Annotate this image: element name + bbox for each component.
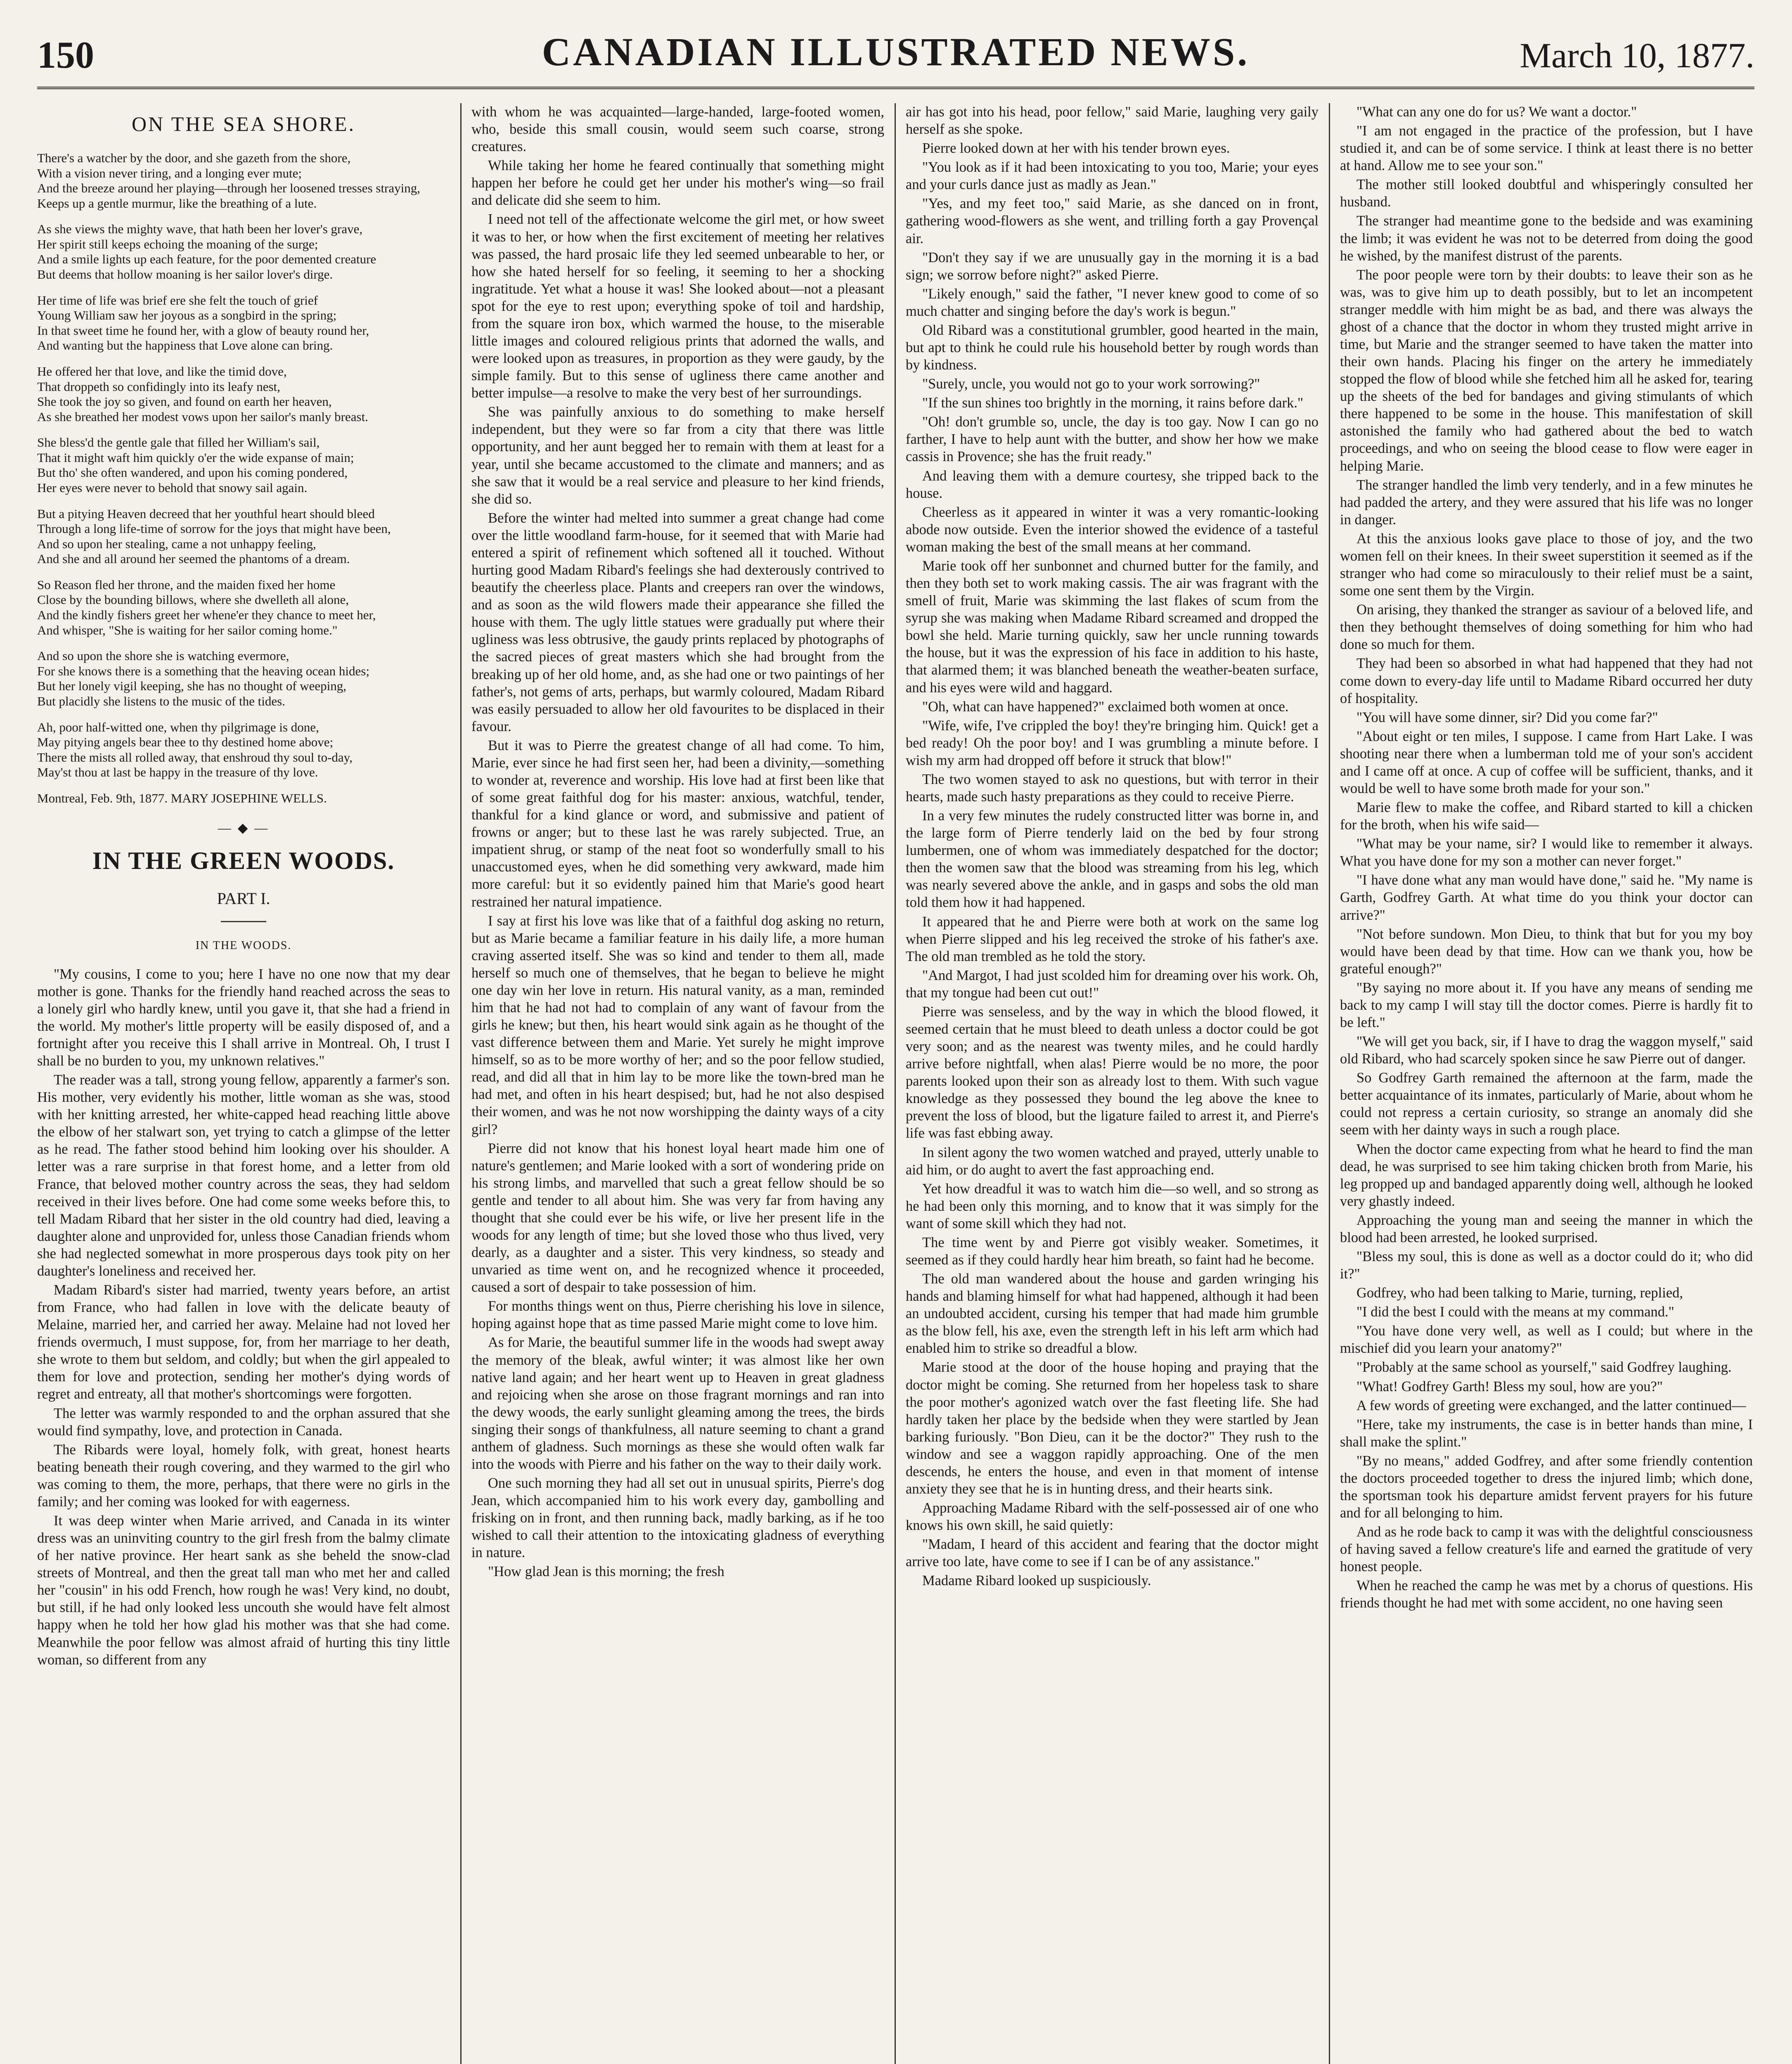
page-header (37, 25, 1754, 89)
columns (37, 103, 1754, 2064)
poem-line: That droppeth so confidingly into its leafy nest, (37, 379, 280, 394)
paragraph: The reader was a tall, strong young fellow, apparently a farmer's son. His mother, very evidently his mother, little woman as she was, stood with her knitting arrested, her white-capped head reaching little above the elbow of her stalwart son, yet trying to catch a glimpse of the letter as he read. The father stood behind him looking over his shoulder. A letter was a rare surprise in that forest home, and a letter from old France, that beloved mother country across the seas, they had seldom received in their lives before. One had come some weeks before this, to tell Madam Ribard that her sister in the old country had died, leaving a daughter alone and unprovided for, unless those Canadian friends whom she had neglected somewhat in more prosperous days took pity on her daughter's loneliness and received her. (37, 1072, 450, 1279)
paragraph: In silent agony the two women watched and prayed, utterly unable to aid him, or do aught to avert the fast approaching end. (906, 1144, 1319, 1178)
poem-line: Young William saw her joyous as a songbird in the spring; (37, 308, 337, 323)
poem-line: She bless'd the gentle gale that filled her William's sail, (37, 435, 320, 450)
paragraph: When he reached the camp he was met by a chorus of questions. His friends thought he had met with some accident, no one having seen (1340, 1578, 1753, 1611)
paragraph: When the doctor came expecting from what he heard to find the man dead, he was surprised to see him taking chicken broth from Marie, his leg propped up and bandaged apparently doing well, although he looked very ghastly indeed. (1340, 1141, 1753, 1209)
poem-stanza (37, 293, 450, 353)
poem-line: She took the joy so given, and found on earth her heaven, (37, 394, 332, 409)
paragraph: "You look as if it had been intoxicating to you too, Marie; your eyes and your curls dance just as madly as Jean." (906, 159, 1319, 193)
poem-line: And whisper, "She is waiting for her sailor coming home." (37, 623, 338, 637)
poem-line: But her lonely vigil keeping, she has no thought of weeping, (37, 679, 347, 694)
paragraph: And as he rode back to camp it was with the delightful consciousness of having saved a fellow creature's life and earned the gratitude of very honest people. (1340, 1524, 1753, 1575)
paragraph: While taking her home he feared continually that something might happen her before he could get her under his mother's wing—so frail and delicate did she seem to him. (471, 158, 884, 208)
story-section: IN THE WOODS. (195, 939, 292, 952)
poem-line: And so upon her stealing, came a not unhappy feeling, (37, 536, 316, 551)
newspaper-page (37, 25, 1754, 2064)
column-rule (1329, 103, 1330, 2064)
paragraph: The Ribards were loyal, homely folk, with great, honest hearts beating beneath their rough covering, and they warmed to the girl who was coming to them, the more, perhaps, that there were no girls in the family; and her coming was looked for with eagerness. (37, 1441, 450, 1510)
column-4 (1340, 103, 1753, 2064)
paragraph: It appeared that he and Pierre were both at work on the same log when Pierre slipped and his leg received the stroke of his father's axe. The old man trembled as he told the story. (906, 914, 1319, 964)
poem-stanza (37, 364, 450, 424)
masthead-title: CANADIAN ILLUSTRATED NEWS. (542, 30, 1250, 74)
paragraph: The stranger handled the limb very tenderly, and in a few minutes he had padded the artery, and they were assured that his life was no longer in danger. (1340, 477, 1753, 528)
poem-line: Her time of life was brief ere she felt the touch of grief (37, 293, 318, 308)
paragraph: Before the winter had melted into summer a great change had come over the little woodland farm-house, for it seemed that with Marie had entered a spirit of refinement which softened all it touched. Without hurting good Madam Ribard's feelings she had dexterously contrived to beautify the cheerless place. Plants and creepers ran over the windows, and as soon as the wild flowers made their appearance she filled the house with them. The ugly little statues were gradually put where their ugliness was less obtrusive, the gaudy prints replaced by photographs of the sacred pieces of great masters which she had brought from the breaking up of her old home, and, as she had one or two paintings of her father's, not gems of arts, perhaps, but warmly coloured, Madam Ribard was easily persuaded to allow her old favourites to be displaced in their favour. (471, 510, 884, 734)
poem-line: As she views the mighty wave, that hath been her lover's grave, (37, 222, 363, 237)
column-rule (895, 103, 896, 2064)
poem-line: So Reason fled her throne, and the maiden fixed her home (37, 577, 336, 592)
paragraph: The stranger had meantime gone to the bedside and was examining the limb; it was evident he was not to be deterred from doing the good he wished, by the manifest distrust of the parents. (1340, 213, 1753, 264)
paragraph: As for Marie, the beautiful summer life in the woods had swept away the memory of the bleak, awful winter; it was almost like her own native land again; and her heart went up to Heaven in great gladness and rejoicing when she arose on those fragrant mornings and ran into the dewy woods, the early sunlight gleaming among the trees, the birds singing their songs of thankfulness, all nature seeming to chant a grand anthem of gladness. Such mornings as these she would often walk far into the woods with Pierre and his father on the way to their daily work. (471, 1335, 884, 1472)
paragraph: "Don't they say if we are unusually gay in the morning it is a bad sign; we sorrow before night?" asked Pierre. (906, 249, 1319, 283)
poem-line: Her eyes were never to behold that snowy sail again. (37, 480, 308, 495)
paragraph: "What can any one do for us? We want a doctor." (1356, 104, 1637, 120)
paragraph: "By saying no more about it. If you have any means of sending me back to my camp I will stay till the doctor comes. Pierre is hardly fit to be left." (1340, 980, 1753, 1030)
paragraph: with whom he was acquainted—large-handed, large-footed women, who, beside this small cousin, would seem such coarse, strong creatures. (471, 104, 884, 155)
poem-line: Her spirit still keeps echoing the moaning of the surge; (37, 237, 318, 251)
poem-line: For she knows there is a something that the heaving ocean hides; (37, 663, 369, 678)
poem-line: With a vision never tiring, and a longing ever mute; (37, 166, 302, 180)
poem-line: In that sweet time he found her, with a glow of beauty round her, (37, 323, 369, 338)
poem-line: Through a long life-time of sorrow for the joys that might have been, (37, 521, 391, 536)
poem-line: That it might waft him quickly o'er the wide expanse of main; (37, 450, 354, 465)
paragraph: "What! Godfrey Garth! Bless my soul, how are you?" (1356, 1378, 1663, 1394)
paragraph: "If the sun shines too brightly in the morning, it rains before dark." (922, 395, 1304, 411)
paragraph: For months things went on thus, Pierre cherishing his love in silence, hoping against hope that as time passed Marie might come to love him. (471, 1298, 884, 1332)
poem-line: As she breathed her modest vows upon her sailor's manly breast. (37, 409, 368, 424)
poem-title: ON THE SEA SHORE. (131, 112, 356, 135)
paragraph: At this the anxious looks gave place to those of joy, and the two women fell on their knees. In their sweet superstition it seemed as if the stranger who had come so miraculously to their relief must be a saint, some one sent them by the Virgin. (1340, 530, 1753, 599)
poem-line: But deems that hollow moaning is her sailor lover's dirge. (37, 267, 333, 282)
paragraph: I say at first his love was like that of a faithful dog asking no return, but as Marie became a familiar feature in his daily life, a more human craving asserted itself. She was so kind and tender to them all, made herself so much one of themselves, that he began to believe he might one day win her love in return. His natural vanity, as a man, reminded him that he had not had to complain of any want of favour from the girls he knew; but then, his heart would sink again as he thought of the vast difference between them and Marie. Yet surely he might improve himself, so as to be more worthy of her; and so the poor fellow studied, read, and did all that in him lay to be more like the town-bred man he had met, and often in his heart despised; but, had he not also despised their women, and was he not now worshipping the dainty ways of a city girl? (471, 913, 884, 1137)
poem-line: And the kindly fishers greet her whene'er they chance to meet her, (37, 608, 376, 623)
paragraph: On arising, they thanked the stranger as saviour of a beloved life, and then they bethought themselves of doing something for him who had done so much for them. (1340, 602, 1753, 653)
paragraph: "Not before sundown. Mon Dieu, to think that but for you my boy would have been dead by that time. How can we thank you, how be grateful enough?" (1340, 926, 1753, 977)
paragraph: "What may be your name, sir? I would like to remember it always. What you have done for my son a mother can never forget." (1340, 836, 1753, 869)
paragraph: It was deep winter when Marie arrived, and Canada in its winter dress was an uninviting country to the girl fresh from the balmy climate of her native province. Her heart sank as she beheld the snow-clad streets of Montreal, and then the great tall man who met her and called her "cousin" in his odd French, how rough he was! Very kind, no doubt, but still, if he had only looked less uncouth she would have felt almost happy when he told her how glad his mother was that she had come. Meanwhile the poor fellow was almost afraid of hurting this tiny little woman, so different from any (37, 1512, 450, 1668)
paragraph: "Wife, wife, I've crippled the boy! they're bringing him. Quick! get a bed ready! Oh the poor boy! and I was grumbling a minute before. I wish my arm had dropped off before it struck that blow!" (906, 717, 1319, 768)
story-title: IN THE GREEN WOODS. (92, 847, 395, 875)
poem-signature: Montreal, Feb. 9th, 1877. MARY JOSEPHINE WELLS. (37, 791, 327, 805)
issue-date: March 10, 1877. (1520, 36, 1754, 75)
poem-line: May pitying angels bear thee to thy destined home above; (37, 735, 334, 750)
paragraph: Madam Ribard's sister had married, twenty years before, an artist from France, who had fallen in love with the delicate beauty of Melaine, married her, and carried her away. Melaine had not loved her friends overmuch, I must suppose, for, from her marriage to her death, she wrote to them but seldom, and coldly; but when the girl appealed to them for love and protection, sending her mother's dying words of regret and entreaty, all that mother's shortcomings were forgotten. (37, 1282, 450, 1402)
paragraph: "About eight or ten miles, I suppose. I came from Hart Lake. I was shooting near there when a lumberman told me of your son's accident and I came off at once. A cup of coffee will be sufficient, thanks, and it would be well to have some broth made for your son." (1340, 728, 1753, 796)
poem-line: He offered her that love, and like the timid dove, (37, 364, 287, 379)
column-3 (906, 103, 1319, 2064)
poem-line: But a pitying Heaven decreed that her youthful heart should bleed (37, 506, 375, 521)
poem-stanza (37, 649, 450, 709)
paragraph: "I am not engaged in the practice of the profession, but I have studied it, and can be of some service. I think at least there is no better at hand. Allow me to see your son." (1340, 123, 1753, 174)
paragraph: A few words of greeting were exchanged, and the latter continued— (1356, 1397, 1746, 1413)
paragraph: But it was to Pierre the greatest change of all had come. To him, Marie, ever since he had first seen her, had been a divinity,—something to wonder at, reverence and worship. His love had at first been like that of some great faithful dog for his master: anxious, watchful, tender, thankful for a kind glance or word, and submissive and patient of frowns or anger; but to these last he was rarely subjected. True, an impatient shrug, or stamp of the neat foot so wonderfully small to his unaccustomed eyes, when he did something very awkward, made him more careful: but it so evidently pained him that Marie's good heart restrained her natural impatience. (471, 737, 884, 910)
poem-line: But tho' she often wandered, and upon his coming pondered, (37, 465, 348, 480)
poem-stanza (37, 507, 450, 567)
poem-line: May'st thou at last be happy in the treasure of thy love. (37, 765, 318, 780)
poem-line: There the mists all rolled away, that enshroud thy soul to-day, (37, 750, 353, 765)
poem (37, 151, 450, 806)
poem-stanza (37, 578, 450, 638)
paragraph: "Likely enough," said the father, "I never knew good to come of so much chatter and singing before the day's work is begun." (906, 286, 1319, 319)
paragraph: So Godfrey Garth remained the afternoon at the farm, made the better acquaintance of its inmates, particularly of Marie, about whom he could not repress a certain curiosity, so strange an anomaly did she seem with her dainty ways in such a rough place. (1340, 1070, 1753, 1138)
poem-line: And wanting but the happiness that Love alone can bring. (37, 338, 333, 353)
paragraph: Marie took off her sunbonnet and churned butter for the family, and then they both set to work making cassis. The air was fragrant with the smell of fruit, Marie was skimming the last flakes of scum from the syrup she was making when Madame Ribard screamed and dropped the bowl she held. Marie turning quickly, saw her uncle running towards the house, but it was the expression of his face in addition to his haste, that alarmed them; it was blanched beneath the weather-beaten surface, and his eyes were wild and haggard. (906, 558, 1319, 696)
paragraph: Old Ribard was a constitutional grumbler, good hearted in the main, but apt to think he could rule his household better by rough words than by kindness. (906, 322, 1319, 373)
poem-line: And the breeze around her playing—through her loosened tresses straying, (37, 181, 421, 196)
short-rule (221, 921, 266, 922)
paragraph: "By no means," added Godfrey, and after some friendly contention the doctors proceeded together to dress the injured limb; which done, the sportsman took his departure amidst fervent prayers for his future and for all belonging to him. (1340, 1453, 1753, 1521)
page-number: 150 (37, 34, 94, 76)
poem-stanza (37, 151, 450, 211)
column-rule (460, 103, 462, 2064)
paragraph: The poor people were torn by their doubts: to leave their son as he was, was to give him up to death possibly, but to let an incompetent stranger meddle with him might be as bad, and there was always the ghost of a chance that the doctor in whom they trusted might arrive in time, but Marie and the stranger seemed to have taken the matter into their own hands. Placing his finger on the artery he immediately stopped the flow of blood while she fetched him all he asked for, tearing up the sheets of the bed for bandages and giving stimulants of which there happened to be some in the house. This manifestation of skill astonished the family who had gathered about the bed to watch proceedings, and who on seeing the blood cease to flow were eager in helping Marie. (1340, 267, 1753, 474)
paragraph: Approaching the young man and seeing the manner in which the blood had been arrested, he looked surprised. (1340, 1212, 1753, 1245)
paragraph: Pierre was senseless, and by the way in which the blood flowed, it seemed certain that he must bleed to death unless a doctor could be got very soon; and as the nearest was twenty miles, and he could hardly arrive before nightfall, when alas! Pierre would be no more, the poor parents looked upon their son as already lost to them. With such vague knowledge as they possessed they bound the leg above the knee to prevent the loss of blood, but the ligature failed to arrest it, and Pierre's life was fast ebbing away. (906, 1004, 1319, 1141)
paragraph: Pierre did not know that his honest loyal heart made him one of nature's gentlemen; and Marie looked with a sort of wondering pride on his strong limbs, and marvelled that such a great fellow should be so gentle and tender to all about him. She was very far from having any thought that she could ever be his wife, or live her present life in the woods for any length of time; but she loved those who thus lived, very dearly, as a daughter and a sister. This very kindness, so steady and unvaried as time went on, and he recognized whence it proceeded, caused a sort of despair to take possession of him. (471, 1140, 884, 1295)
paragraph: "Madam, I heard of this accident and fearing that the doctor might arrive too late, have come to see if I can be of any assistance." (906, 1536, 1319, 1570)
paragraph: She was painfully anxious to do something to make herself independent, but they were so far from a city that there was little opportunity, and her aunt begged her to remain with them at least for a year, until she became accustomed to the climate and manners; and as she saw that it would be a real service and pleasure to her kind friends, she did so. (471, 404, 884, 507)
poem-line: Ah, poor half-witted one, when thy pilgrimage is done, (37, 720, 319, 734)
paragraph: "And Margot, I had just scolded him for dreaming over his work. Oh, that my tongue had been cut out!" (906, 967, 1319, 1001)
poem-stanza (37, 222, 450, 282)
paragraph: The letter was warmly responded to and the orphan assured that she would find sympathy, love, and protection in Canada. (37, 1405, 450, 1439)
column-1 (37, 103, 450, 2064)
paragraph: And leaving them with a demure courtesy, she tripped back to the house. (906, 468, 1319, 501)
poem-line: There's a watcher by the door, and she gazeth from the shore, (37, 151, 351, 165)
paragraph: "How glad Jean is this morning; the fresh (488, 1564, 724, 1580)
paragraph: "Yes, and my feet too," said Marie, as she danced on in front, gathering wood-flowers as she went, and trilling forth a gay Provençal air. (906, 196, 1319, 246)
paragraph: "Oh! don't grumble so, uncle, the day is too gay. Now I can go no farther, I have to help aunt with the butter, and show her how we make cassis in Provence; she has the fruit ready." (906, 414, 1319, 465)
poem-line: And a smile lights up each feature, for the poor demented creature (37, 252, 376, 267)
paragraph: "Surely, uncle, you would not go to your work sorrowing?" (922, 376, 1260, 392)
paragraph: "We will get you back, sir, if I have to drag the waggon myself," said old Ribard, who had scarcely spoken since he saw Pierre out of danger. (1340, 1034, 1753, 1067)
paragraph: I need not tell of the affectionate welcome the girl met, or how sweet it was to her, or how when the first excitement of meeting her relatives was passed, the hard prosaic life they led seemed unbearable to her, or how she hated herself for so feeling, it seeming to her a shocking ingratitude. Yet what a house it was! She looked about—not a pleasant spot for the eye to rest upon; everything spoke of toil and hardship, from the square iron box, which warmed the house, to the miserable little images and coloured religious prints that adorned the walls, and were looked upon as treasures, in proportion as they were gaudy, by the simple family. But to this sense of ugliness there came another and better impulse—a resolve to make the very best of her surroundings. (471, 211, 884, 401)
paragraph: "I did the best I could with the means at my command." (1356, 1304, 1674, 1320)
paragraph: Yet how dreadful it was to watch him die—so well, and so strong as he had been only this morning, and to know that it was simply for the want of some skill which they had not. (906, 1181, 1319, 1231)
poem-line: And so upon the shore she is watching evermore, (37, 649, 289, 663)
ornamental-divider: — ◆ — (218, 820, 270, 836)
paragraph: The mother still looked doubtful and whisperingly consulted her husband. (1340, 177, 1753, 210)
paragraph: Pierre looked down at her with his tender brown eyes. (922, 140, 1230, 156)
paragraph: One such morning they had all set out in unusual spirits, Pierre's dog Jean, which accompanied him to his work every day, gambolling and frisking on in front, and then running back, madly barking, as if he too wished to call their attention to the intoxicating gladness of everything in nature. (471, 1475, 884, 1561)
paragraph: In a very few minutes the rudely constructed litter was borne in, and the large form of Pierre tenderly laid on the bed by four strong lumbermen, one of whom was immediately despatched for the doctor; then the women saw that the blood was streaming from his leg, which was nearly severed above the ankle, and in gasps and sobs the old man told them how it had happened. (906, 808, 1319, 911)
poem-line: But placidly she listens to the music of the tides. (37, 694, 285, 708)
paragraph: "Bless my soul, this is done as well as a doctor could do it; who did it?" (1340, 1249, 1753, 1282)
poem-stanza (37, 720, 450, 780)
paragraph: Marie flew to make the coffee, and Ribard started to kill a chicken for the broth, when his wife said— (1340, 800, 1753, 833)
paragraph: "Probably at the same school as yourself," said Godfrey laughing. (1356, 1359, 1732, 1375)
paragraph: They had been so absorbed in what had happened that they had not come down to every-day life until to Madame Ribard occurred her duty of hospitality. (1340, 656, 1753, 706)
poem-stanza (37, 435, 450, 495)
paragraph: Approaching Madame Ribard with the self-possessed air of one who knows his own skill, he said quietly: (906, 1500, 1319, 1534)
poem-line: And she and all around her seemed the phantoms of a dream. (37, 552, 350, 566)
column-2 (471, 103, 884, 2064)
paragraph: "Oh, what can have happened?" exclaimed both women at once. (922, 698, 1289, 715)
paragraph: Marie stood at the door of the house hoping and praying that the doctor might be coming. She returned from her hopeless task to share the poor mother's agonized watch over the fast fleeting life. She had hardly taken her place by the bedside when they were startled by Jean barking furiously. "Bon Dieu, can it be the doctor?" They rush to the window and see a waggon rapidly approaching. One of the men descends, he enters the house, and even in that moment of intense anxiety they see that he is in hunting dress, and their hearts sink. (906, 1359, 1319, 1497)
paragraph: Godfrey, who had been talking to Marie, turning, replied, (1356, 1285, 1683, 1301)
paragraph: "I have done what any man would have done," said he. "My name is Garth, Godfrey Garth. At what time do you think your doctor can arrive?" (1340, 872, 1753, 923)
paragraph: "You have done very well, as well as I could; but where in the mischief did you learn your anatomy?" (1340, 1323, 1753, 1356)
paragraph: Madame Ribard looked up suspiciously. (922, 1573, 1151, 1589)
poem-line: Keeps up a gentle murmur, like the breathing of a lute. (37, 196, 317, 211)
poem-line: Close by the bounding billows, where she dwelleth all alone, (37, 592, 349, 607)
paragraph: "My cousins, I come to you; here I have no one now that my dear mother is gone. Thanks for the friendly hand reached across the seas to a lonely girl who hardly knew, until you gave it, that she had a friend in the world. My mother's little property will be easily disposed of, and a fortnight after you receive this I shall arrive in Montreal. Oh, I trust I shall be no burden to you, my unknown relatives." (37, 966, 450, 1069)
paragraph: The two women stayed to ask no questions, but with terror in their hearts, made such hasty preparations as they could to receive Pierre. (906, 771, 1319, 805)
paragraph: The old man wandered about the house and garden wringing his hands and blaming himself for what had happened, although it had been an undoubted accident, cursing his temper that had made him grumble as the blow fell, his axe, even the strength left in his left arm which had enabled him to strike so dreadful a blow. (906, 1271, 1319, 1356)
paragraph: The time went by and Pierre got visibly weaker. Sometimes, it seemed as if they could hardly hear him breath, so faint had he become. (906, 1234, 1319, 1268)
paragraph: "You will have some dinner, sir? Did you come far?" (1356, 709, 1658, 725)
paragraph: Cheerless as it appeared in winter it was a very romantic-looking abode now outside. Even the interior showed the evidence of a tasteful woman making the best of the small means at her command. (906, 504, 1319, 555)
paragraph: air has got into his head, poor fellow," said Marie, laughing very gaily herself as she spoke. (906, 104, 1319, 137)
story-part: PART I. (217, 889, 270, 908)
paragraph: "Here, take my instruments, the case is in better hands than mine, I shall make the splint." (1340, 1416, 1753, 1450)
